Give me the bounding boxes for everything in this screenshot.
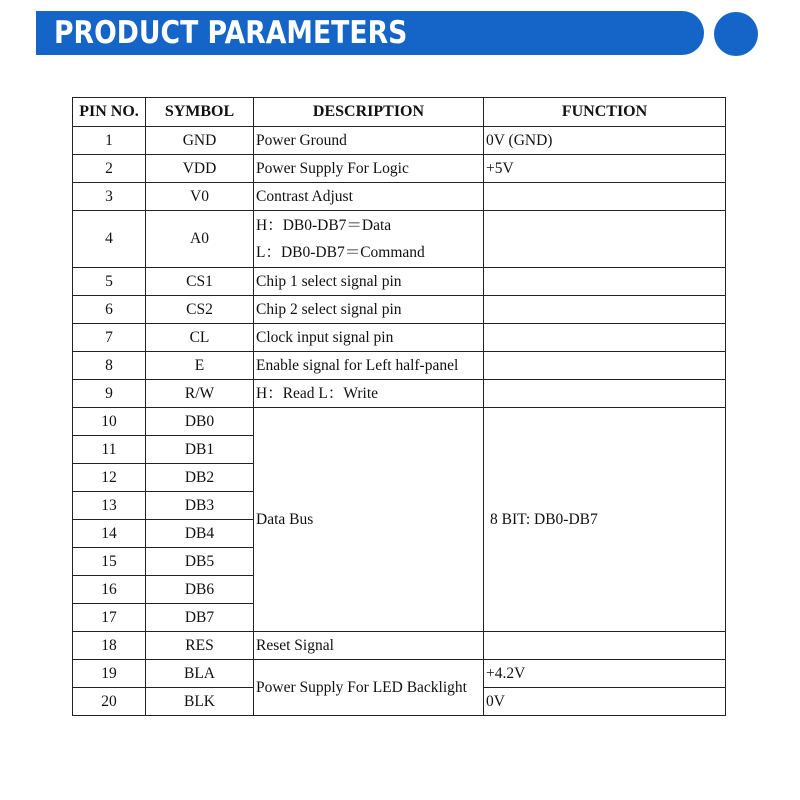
pin-function: 0V (GND) [484,127,726,155]
pin-number: 6 [73,296,146,324]
pin-description: Power Ground [254,127,484,155]
pin-symbol: A0 [146,211,254,268]
pin-number: 8 [73,352,146,380]
pin-function [484,183,726,211]
pin-number: 7 [73,324,146,352]
pin-number: 17 [73,604,146,632]
pin-symbol: DB6 [146,576,254,604]
table-row [73,127,726,155]
pin-description: Enable signal for Left half-panel [254,352,484,380]
pin-description: Chip 2 select signal pin [254,296,484,324]
pin-function: +4.2V [484,660,726,688]
column-header-description: DESCRIPTION [254,98,484,127]
pin-number: 18 [73,632,146,660]
pin-symbol: BLA [146,660,254,688]
table-row [73,632,726,660]
pin-parameters-table [72,97,726,716]
pin-symbol: GND [146,127,254,155]
pin-symbol: DB4 [146,520,254,548]
pin-number: 4 [73,211,146,268]
table-row [73,211,726,268]
description-line: L：DB0-DB7＝Command [256,244,425,261]
table-header-row [73,98,726,127]
pin-description: Reset Signal [254,632,484,660]
table-row [73,380,726,408]
pin-number: 5 [73,268,146,296]
pin-symbol: VDD [146,155,254,183]
pin-number: 2 [73,155,146,183]
description-line: H：DB0-DB7＝Data [256,217,392,234]
decorative-circle [714,12,758,56]
pin-number: 15 [73,548,146,576]
pin-description [254,211,484,268]
table-row [73,268,726,296]
pin-function [484,268,726,296]
pin-function [484,211,726,268]
page-title: PRODUCT PARAMETERS [54,15,408,51]
pin-number: 19 [73,660,146,688]
pin-symbol: DB0 [146,408,254,436]
pin-number: 3 [73,183,146,211]
pin-number: 11 [73,436,146,464]
table-row [73,296,726,324]
pin-description: Power Supply For Logic [254,155,484,183]
pin-description: H：Read L：Write [254,380,484,408]
pin-symbol: DB2 [146,464,254,492]
data-bus-function: 8 BIT: DB0-DB7 [484,408,726,632]
pin-symbol: DB7 [146,604,254,632]
table-row [73,352,726,380]
table-row [73,183,726,211]
header-banner [36,11,704,55]
table-row [73,660,726,688]
pin-symbol: DB5 [146,548,254,576]
pin-function [484,296,726,324]
column-header-pin: PIN NO. [73,98,146,127]
table-row [73,408,726,436]
pin-symbol: RES [146,632,254,660]
pin-symbol: CS1 [146,268,254,296]
pin-function [484,352,726,380]
pin-number: 10 [73,408,146,436]
pin-number: 1 [73,127,146,155]
pin-description: Contrast Adjust [254,183,484,211]
pin-number: 16 [73,576,146,604]
pin-number: 12 [73,464,146,492]
pin-function [484,324,726,352]
pin-description: Chip 1 select signal pin [254,268,484,296]
pin-symbol: R/W [146,380,254,408]
pin-function: 0V [484,688,726,716]
pin-symbol: DB3 [146,492,254,520]
pin-symbol: DB1 [146,436,254,464]
pin-symbol: V0 [146,183,254,211]
column-header-function: FUNCTION [484,98,726,127]
pin-symbol: E [146,352,254,380]
column-header-symbol: SYMBOL [146,98,254,127]
table-row [73,155,726,183]
pin-function [484,632,726,660]
pin-symbol: CS2 [146,296,254,324]
pin-function [484,380,726,408]
pin-number: 13 [73,492,146,520]
pin-number: 14 [73,520,146,548]
table-row [73,324,726,352]
pin-number: 20 [73,688,146,716]
pin-symbol: BLK [146,688,254,716]
pin-number: 9 [73,380,146,408]
data-bus-description: Data Bus [254,408,484,632]
pin-function: +5V [484,155,726,183]
backlight-description: Power Supply For LED Backlight [254,660,484,716]
pin-description: Clock input signal pin [254,324,484,352]
pin-symbol: CL [146,324,254,352]
